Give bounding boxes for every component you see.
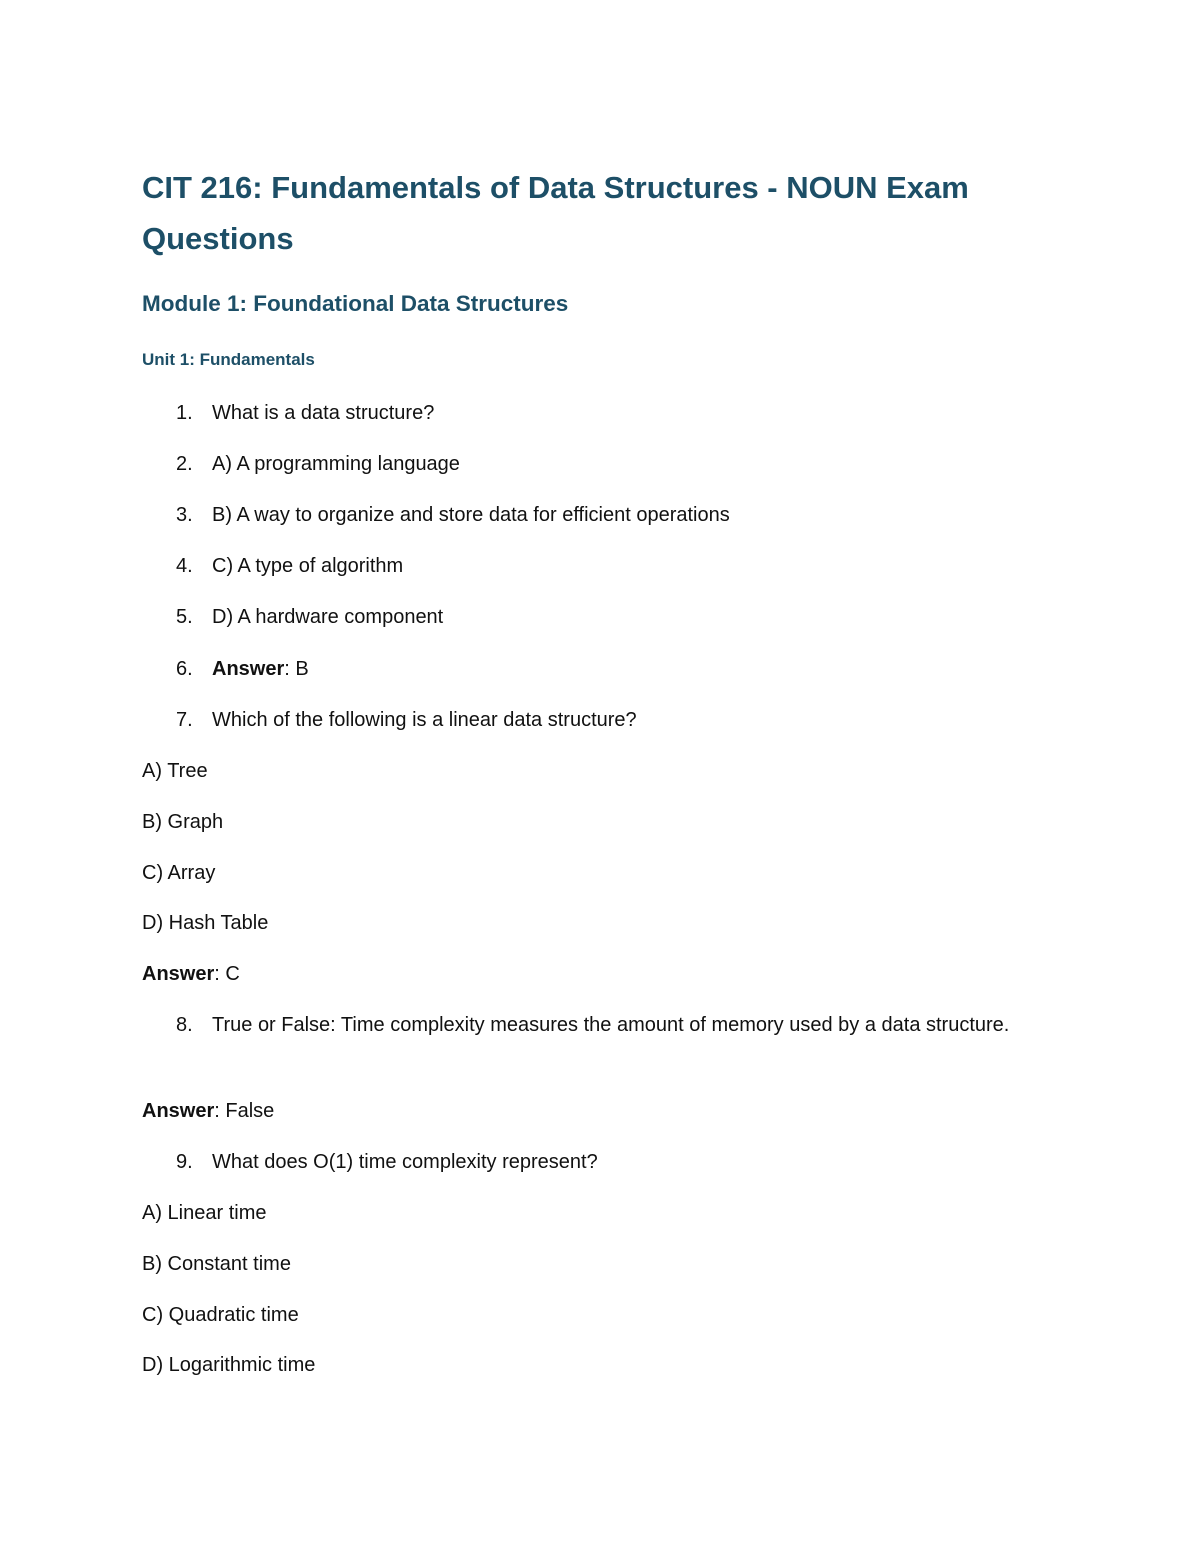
option-text: A) Tree <box>142 760 208 782</box>
module-heading: Module 1: Foundational Data Structures <box>142 291 569 316</box>
list-number: 8. <box>176 1014 193 1036</box>
answer-label: Answer <box>142 963 215 985</box>
question-text: What is a data structure? <box>212 402 435 424</box>
list-number: 4. <box>176 555 193 577</box>
answer-value: : B <box>284 658 309 680</box>
unit-heading: Unit 1: Fundamentals <box>142 350 315 369</box>
list-number: 3. <box>176 504 193 526</box>
option-text: C) Array <box>142 862 216 884</box>
list-number: 6. <box>176 658 193 680</box>
list-number: 2. <box>176 453 193 475</box>
answer-line <box>142 1096 274 1126</box>
question-text: What does O(1) time complexity represent? <box>212 1151 598 1173</box>
option-text: D) Hash Table <box>142 912 269 934</box>
option-text: C) A type of algorithm <box>212 555 404 577</box>
option-text: A) Linear time <box>142 1202 267 1224</box>
answer-label: Answer <box>142 1100 215 1122</box>
answer-label: Answer <box>212 658 285 680</box>
option-text: D) Logarithmic time <box>142 1354 316 1376</box>
list-number: 5. <box>176 606 193 628</box>
option-text: B) Graph <box>142 811 224 833</box>
answer-value: : False <box>214 1100 275 1122</box>
answer-line <box>212 654 309 684</box>
list-number: 1. <box>176 402 193 424</box>
answer-line <box>142 959 240 989</box>
question-text: Which of the following is a linear data structure? <box>212 709 637 731</box>
option-text: A) A programming language <box>212 453 460 475</box>
answer-value: : C <box>214 963 240 985</box>
option-text: B) A way to organize and store data for efficient operations <box>212 504 730 526</box>
document-title: CIT 216: Fundamentals of Data Structures - NOUN Exam Questions <box>142 170 969 256</box>
list-number: 9. <box>176 1151 193 1173</box>
option-text: D) A hardware component <box>212 606 444 628</box>
option-text: C) Quadratic time <box>142 1304 299 1326</box>
question-text: True or False: Time complexity measures the amount of memory used by a data structure. <box>212 1014 1010 1036</box>
list-number: 7. <box>176 709 193 731</box>
option-text: B) Constant time <box>142 1253 291 1275</box>
